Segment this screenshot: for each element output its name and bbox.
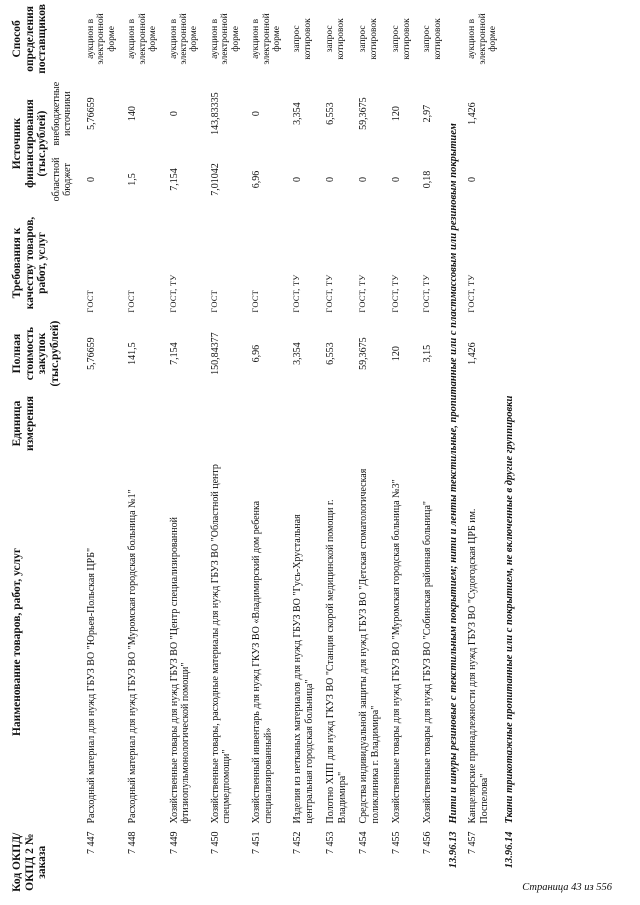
- table-body: [80, 0, 517, 897]
- item-source-extra: 3,354: [292, 102, 304, 125]
- item-name: Полотно ХПП для нужд ГКУЗ ВО "Станция скорой медицинской помощи г. Владимира": [325, 499, 348, 824]
- item-source-extra: 0: [251, 111, 263, 117]
- group-code: 13.96.13: [448, 831, 460, 869]
- item-name: Расходный материал для нужд ГБУЗ ВО "Юрьев-Польская ЦРБ": [85, 547, 97, 824]
- item-method: аукцион в электронной форме: [209, 13, 241, 65]
- item-unit: [163, 391, 204, 457]
- item-cost: 3,354: [292, 342, 304, 365]
- item-unit: [352, 391, 385, 457]
- item-cost: 1,426: [467, 342, 479, 365]
- item-source-extra: 0: [168, 111, 180, 117]
- item-source-extra: 143,83335: [209, 92, 221, 135]
- item-number: 7 451: [251, 831, 263, 854]
- item-requirements: ГОСТ: [126, 289, 137, 313]
- item-unit: [416, 391, 447, 457]
- item-cost: 141,5: [127, 342, 139, 365]
- item-source-regional: 0: [85, 176, 97, 182]
- group-heading-row: [503, 0, 517, 897]
- header-source-extra: внебюджетные источники: [50, 81, 73, 146]
- item-source-regional: 0: [467, 176, 479, 182]
- item-source-extra: 59,3675: [358, 97, 370, 130]
- item-source-regional: 7,01042: [209, 163, 221, 196]
- header-source-regional: областной бюджет: [50, 157, 73, 202]
- item-unit: [385, 391, 416, 457]
- page-number: Страница 43 из 556: [522, 882, 612, 893]
- table-row: [461, 0, 502, 897]
- header-cost: Полная стоимость закупок (тыс.рублей): [11, 320, 61, 387]
- item-source-extra: 6,553: [325, 102, 337, 125]
- item-unit: [80, 391, 121, 457]
- item-requirements: ГОСТ, ТУ: [421, 274, 432, 313]
- group-title: Ткани трикотажные пропитанные или с покрытием, не включенные в другие группировки: [503, 395, 515, 824]
- item-method: аукцион в электронной форме: [168, 13, 200, 65]
- item-number: 7 456: [422, 831, 434, 854]
- item-unit: [245, 391, 286, 457]
- table-row: [121, 0, 162, 897]
- procurement-table: [10, 0, 517, 897]
- item-number: 7 457: [467, 831, 479, 854]
- item-number: 7 450: [209, 831, 221, 854]
- header-source: Источник финансирования (тыс.рублей): [11, 99, 49, 188]
- group-code: 13.96.14: [503, 831, 515, 869]
- item-method: запрос котировок: [292, 18, 313, 60]
- item-unit: [461, 391, 502, 457]
- item-cost: 3,15: [422, 344, 434, 363]
- item-name: Хозяйственные товары для нужд ГБУЗ ВО "Собинская районная больница": [422, 500, 434, 824]
- item-source-regional: 1,5: [127, 173, 139, 186]
- item-requirements: ГОСТ, ТУ: [291, 274, 302, 313]
- table-row: [319, 0, 352, 897]
- header-unit: Единица измерения: [11, 396, 36, 452]
- item-requirements: ГОСТ: [84, 289, 95, 313]
- header-name: Наименование товаров, работ, услуг: [11, 547, 23, 737]
- item-source-regional: 7,154: [168, 168, 180, 191]
- table-row: [352, 0, 385, 897]
- table-row: [80, 0, 121, 897]
- item-source-regional: 0: [358, 176, 370, 182]
- item-name: Хозяйственный инвентарь для нужд ГКУЗ ВО «Владимирский дом ребенка специализированный»: [251, 500, 274, 824]
- item-name: Канцелярские принадлежности для нужд ГБУЗ ВО "Судогодская ЦРБ им. Поспелова": [467, 508, 490, 824]
- item-cost: 150,84377: [209, 332, 221, 375]
- item-method: запрос котировок: [358, 18, 379, 60]
- item-source-regional: 0,18: [422, 170, 434, 189]
- item-source-regional: 0: [391, 176, 403, 182]
- item-number: 7 449: [168, 831, 180, 854]
- item-source-regional: 0: [325, 176, 337, 182]
- item-requirements: ГОСТ, ТУ: [357, 274, 368, 313]
- item-cost: 7,154: [168, 342, 180, 365]
- item-number: 7 454: [358, 831, 370, 854]
- item-number: 7 448: [127, 831, 139, 854]
- item-source-regional: 0: [292, 176, 304, 182]
- item-number: 7 455: [391, 831, 403, 854]
- table-row: [204, 0, 245, 897]
- item-source-extra: 2,97: [422, 104, 434, 123]
- item-method: аукцион в электронной форме: [127, 13, 159, 65]
- item-requirements: ГОСТ: [208, 289, 219, 313]
- item-method: аукцион в электронной форме: [251, 13, 283, 65]
- item-requirements: ГОСТ, ТУ: [466, 274, 477, 313]
- table-row: [163, 0, 204, 897]
- item-cost: 5,76659: [85, 337, 97, 370]
- item-name: Хозяйственные товары, расходные материалы для нужд ГБУЗ ВО "Областной центр спецмедпомощи": [209, 464, 233, 824]
- table-row: [286, 0, 319, 897]
- header-code: Код ОКПД/ ОКПД 2 № заказа: [11, 832, 49, 892]
- item-unit: [204, 391, 245, 457]
- item-cost: 6,553: [325, 342, 337, 365]
- table-header-row: [10, 0, 50, 897]
- item-unit: [319, 391, 352, 457]
- table-row: [416, 0, 447, 897]
- item-number: 7 447: [85, 831, 97, 854]
- item-unit: [286, 391, 319, 457]
- item-source-extra: 5,76659: [85, 97, 97, 130]
- item-method: запрос котировок: [391, 18, 412, 60]
- item-method: запрос котировок: [422, 18, 443, 60]
- group-title: Нити и шнуры резиновые с текстильным покрытием; нити и ленты текстильные, пропитанные или с пластмассовым или резиновым покрытием: [448, 123, 460, 824]
- item-source-extra: 1,426: [467, 102, 479, 125]
- item-name: Средства индивидуальной защиты для нужд ГБУЗ ВО "Детская стоматологическая поликлиника г. Владимира": [358, 468, 381, 824]
- item-requirements: ГОСТ, ТУ: [324, 274, 335, 313]
- item-name: Хозяйственные товары для нужд ГБУЗ ВО "Центр специализированной фтизиопульмонологической помощи": [168, 517, 192, 824]
- item-method: запрос котировок: [325, 18, 346, 60]
- item-name: Расходный материал для нужд ГБУЗ ВО "Муромская городская больница №1": [127, 489, 139, 824]
- item-source-extra: 140: [127, 106, 139, 122]
- item-requirements: ГОСТ, ТУ: [390, 274, 401, 313]
- item-requirements: ГОСТ: [250, 289, 261, 313]
- item-name: Изделия из нетканых материалов для нужд ГБУЗ ВО "Гусь-Хрустальная центральная городская больница": [292, 514, 315, 824]
- item-requirements: ГОСТ, ТУ: [167, 274, 178, 313]
- item-method: аукцион в электронной форме: [85, 13, 117, 65]
- header-method: Способ определения поставщиков: [11, 4, 49, 74]
- item-cost: 6,96: [251, 344, 263, 363]
- table-row: [245, 0, 286, 897]
- item-method: аукцион в электронной форме: [467, 13, 499, 65]
- item-source-regional: 6,96: [251, 170, 263, 189]
- group-heading-row: [447, 0, 461, 897]
- item-cost: 59,3675: [358, 337, 370, 370]
- item-source-extra: 120: [391, 106, 403, 122]
- item-number: 7 452: [292, 831, 304, 854]
- item-number: 7 453: [325, 831, 337, 854]
- item-name: Хозяйственные товары для нужд ГБУЗ ВО "Муромская городская больница №3": [391, 479, 403, 824]
- table-row: [385, 0, 416, 897]
- item-unit: [121, 391, 162, 457]
- header-requirements: Требования к качеству товаров, работ, услуг: [11, 216, 49, 310]
- item-cost: 120: [391, 346, 403, 362]
